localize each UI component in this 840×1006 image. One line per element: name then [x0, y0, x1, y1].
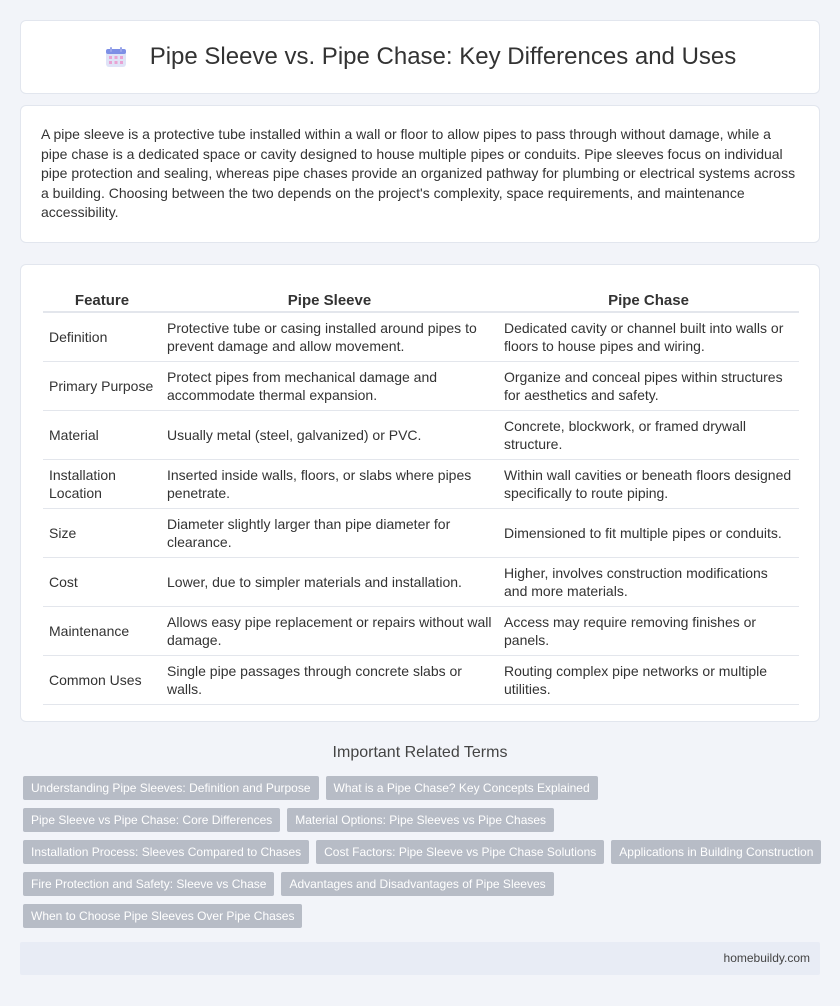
related-terms-heading: Important Related Terms	[332, 744, 508, 761]
pipe-sleeve-cell: Inserted inside walls, floors, or slabs where pipes penetrate.	[161, 460, 498, 509]
related-term-tag[interactable]: Material Options: Pipe Sleeves vs Pipe Chases	[287, 808, 554, 832]
related-term-tag[interactable]: Pipe Sleeve vs Pipe Chase: Core Differences	[23, 808, 280, 832]
footer	[20, 942, 820, 975]
calendar-icon	[104, 45, 128, 69]
header-card	[20, 20, 820, 94]
feature-cell: Primary Purpose	[43, 362, 161, 411]
table-row	[43, 558, 799, 607]
related-term-tag[interactable]: Advantages and Disadvantages of Pipe Sleeves	[281, 872, 553, 896]
feature-cell: Size	[43, 509, 161, 558]
comparison-table-card	[20, 264, 820, 722]
table-row	[43, 607, 799, 656]
pipe-sleeve-cell: Allows easy pipe replacement or repairs without wall damage.	[161, 607, 498, 656]
feature-cell: Cost	[43, 558, 161, 607]
pipe-sleeve-cell: Diameter slightly larger than pipe diameter for clearance.	[161, 509, 498, 558]
pipe-chase-cell: Dimensioned to fit multiple pipes or conduits.	[498, 509, 799, 558]
table-row	[43, 362, 799, 411]
pipe-chase-cell: Routing complex pipe networks or multiple utilities.	[498, 656, 799, 705]
table-row	[43, 460, 799, 509]
related-term-tag[interactable]: Understanding Pipe Sleeves: Definition and Purpose	[23, 776, 319, 800]
related-term-tag[interactable]: Installation Process: Sleeves Compared to Chases	[23, 840, 309, 864]
related-term-tag[interactable]: Fire Protection and Safety: Sleeve vs Chase	[23, 872, 274, 896]
column-header-pipe-sleeve: Pipe Sleeve	[161, 285, 498, 313]
pipe-sleeve-cell: Single pipe passages through concrete slabs or walls.	[161, 656, 498, 705]
feature-cell: Definition	[43, 313, 161, 362]
pipe-sleeve-cell: Protective tube or casing installed around pipes to prevent damage and allow movement.	[161, 313, 498, 362]
related-term-tag[interactable]: When to Choose Pipe Sleeves Over Pipe Chases	[23, 904, 302, 928]
related-term-tag[interactable]: Applications in Building Construction	[611, 840, 821, 864]
pipe-chase-cell: Dedicated cavity or channel built into walls or floors to house pipes and wiring.	[498, 313, 799, 362]
table-header-row	[43, 285, 799, 313]
pipe-sleeve-cell: Usually metal (steel, galvanized) or PVC.	[161, 411, 498, 460]
table-row	[43, 313, 799, 362]
pipe-chase-cell: Organize and conceal pipes within structures for aesthetics and safety.	[498, 362, 799, 411]
feature-cell: Material	[43, 411, 161, 460]
column-header-pipe-chase: Pipe Chase	[498, 285, 799, 313]
comparison-table	[43, 285, 799, 705]
feature-cell: Maintenance	[43, 607, 161, 656]
related-terms-list	[23, 776, 823, 936]
column-header-feature: Feature	[43, 285, 161, 313]
pipe-sleeve-cell: Lower, due to simpler materials and installation.	[161, 558, 498, 607]
footer-site-link[interactable]: homebuildy.com	[723, 951, 810, 965]
related-term-tag[interactable]: Cost Factors: Pipe Sleeve vs Pipe Chase Solutions	[316, 840, 604, 864]
intro-text: A pipe sleeve is a protective tube installed within a wall or floor to allow pipes to pass through without damage, while a pipe chase is a dedicated space or cavity designed to house multiple pipes or conduits. Pipe sleeves focus on individual pipe protection and sealing, whereas pipe chases provide an organized pathway for plumbing or electrical systems across a building. Choosing between the two depends on the project's complexity, space requirements, and maintenance accessibility.	[41, 126, 796, 220]
pipe-chase-cell: Concrete, blockwork, or framed drywall structure.	[498, 411, 799, 460]
pipe-chase-cell: Within wall cavities or beneath floors designed specifically to route piping.	[498, 460, 799, 509]
pipe-sleeve-cell: Protect pipes from mechanical damage and accommodate thermal expansion.	[161, 362, 498, 411]
intro-card	[20, 105, 820, 243]
pipe-chase-cell: Access may require removing finishes or panels.	[498, 607, 799, 656]
table-row	[43, 509, 799, 558]
related-term-tag[interactable]: What is a Pipe Chase? Key Concepts Explained	[326, 776, 598, 800]
feature-cell: Common Uses	[43, 656, 161, 705]
table-row	[43, 411, 799, 460]
pipe-chase-cell: Higher, involves construction modifications and more materials.	[498, 558, 799, 607]
feature-cell: Installation Location	[43, 460, 161, 509]
table-row	[43, 656, 799, 705]
page-title: Pipe Sleeve vs. Pipe Chase: Key Differences and Uses	[149, 43, 737, 70]
